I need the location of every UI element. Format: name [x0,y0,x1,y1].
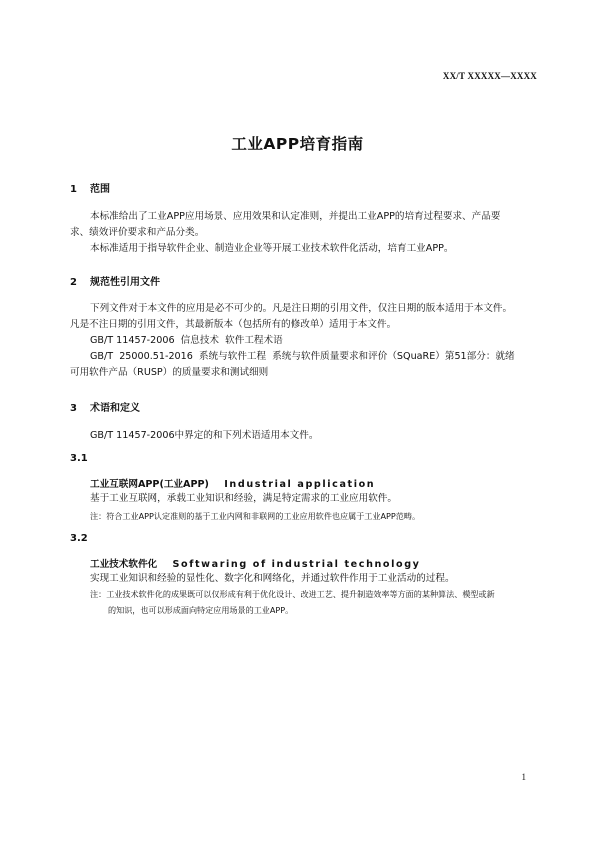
section-title: 规范性引用文件 [90,277,160,288]
term-note-continuation: 的知识，也可以形成面向特定应用场景的工业APP。 [108,605,294,615]
reference-item: GB/T 25000.51-2016 系统与软件工程 系统与软件质量要求和评价（SQuaRE）第51部分：就绪 [90,351,515,362]
paragraph-line: 凡是不注日期的引用文件，其最新版本（包括所有的修改单）适用于本文件。 [70,319,397,330]
term-title [90,476,375,490]
term-english: Softwaring of industrial technology [172,559,421,570]
term-definition: 实现工业知识和经验的显性化、数字化和网络化，并通过软件作用于工业活动的过程。 [90,573,455,584]
section-heading-terms-definitions [70,399,140,414]
section-number: 1 [70,184,77,195]
reference-item: GB/T 11457-2006 信息技术 软件工程术语 [90,335,283,346]
section-title: 范围 [90,184,110,195]
term-chinese: 工业技术软件化 [90,559,158,570]
term-number: 3.1 [70,453,88,464]
paragraph-line: 本标准适用于指导软件企业、制造业企业等开展工业技术软件化活动，培育工业APP。 [90,243,454,254]
section-heading-normative-references [70,273,160,288]
paragraph-line: 下列文件对于本文件的应用是必不可少的。凡是注日期的引用文件，仅注日期的版本适用于本文件。 [90,303,513,314]
page-number: 1 [521,772,526,782]
term-number: 3.2 [70,533,88,544]
term-note: 注：符合工业APP认定准则的基于工业内网和非联网的工业应用软件也应属于工业APP范畴。 [90,511,421,521]
paragraph-line: 求、绩效评价要求和产品分类。 [70,227,205,238]
term-note: 注：工业技术软件化的成果既可以仅形成有利于优化设计、改进工艺、提升制造效率等方面的某种算法、模型或新 [90,589,495,599]
reference-item-continuation: 可用软件产品（RUSP）的质量要求和测试细则 [70,367,269,378]
paragraph-line: GB/T 11457-2006中界定的和下列术语适用本文件。 [90,430,319,441]
section-heading-scope [70,180,110,195]
document-code: XX/T XXXXX—XXXX [442,71,537,81]
paragraph-line: 本标准给出了工业APP应用场景、应用效果和认定准则，并提出工业APP的培育过程要求、产品要 [90,211,501,222]
section-number: 2 [70,277,77,288]
term-english: Industrial application [224,479,376,490]
term-title [90,556,421,570]
term-chinese: 工业互联网APP(工业APP) [90,479,209,490]
term-definition: 基于工业互联网，承载工业知识和经验，满足特定需求的工业应用软件。 [90,493,397,504]
section-number: 3 [70,403,77,414]
page-title: 工业APP培育指南 [231,135,364,153]
section-title: 术语和定义 [90,403,140,414]
